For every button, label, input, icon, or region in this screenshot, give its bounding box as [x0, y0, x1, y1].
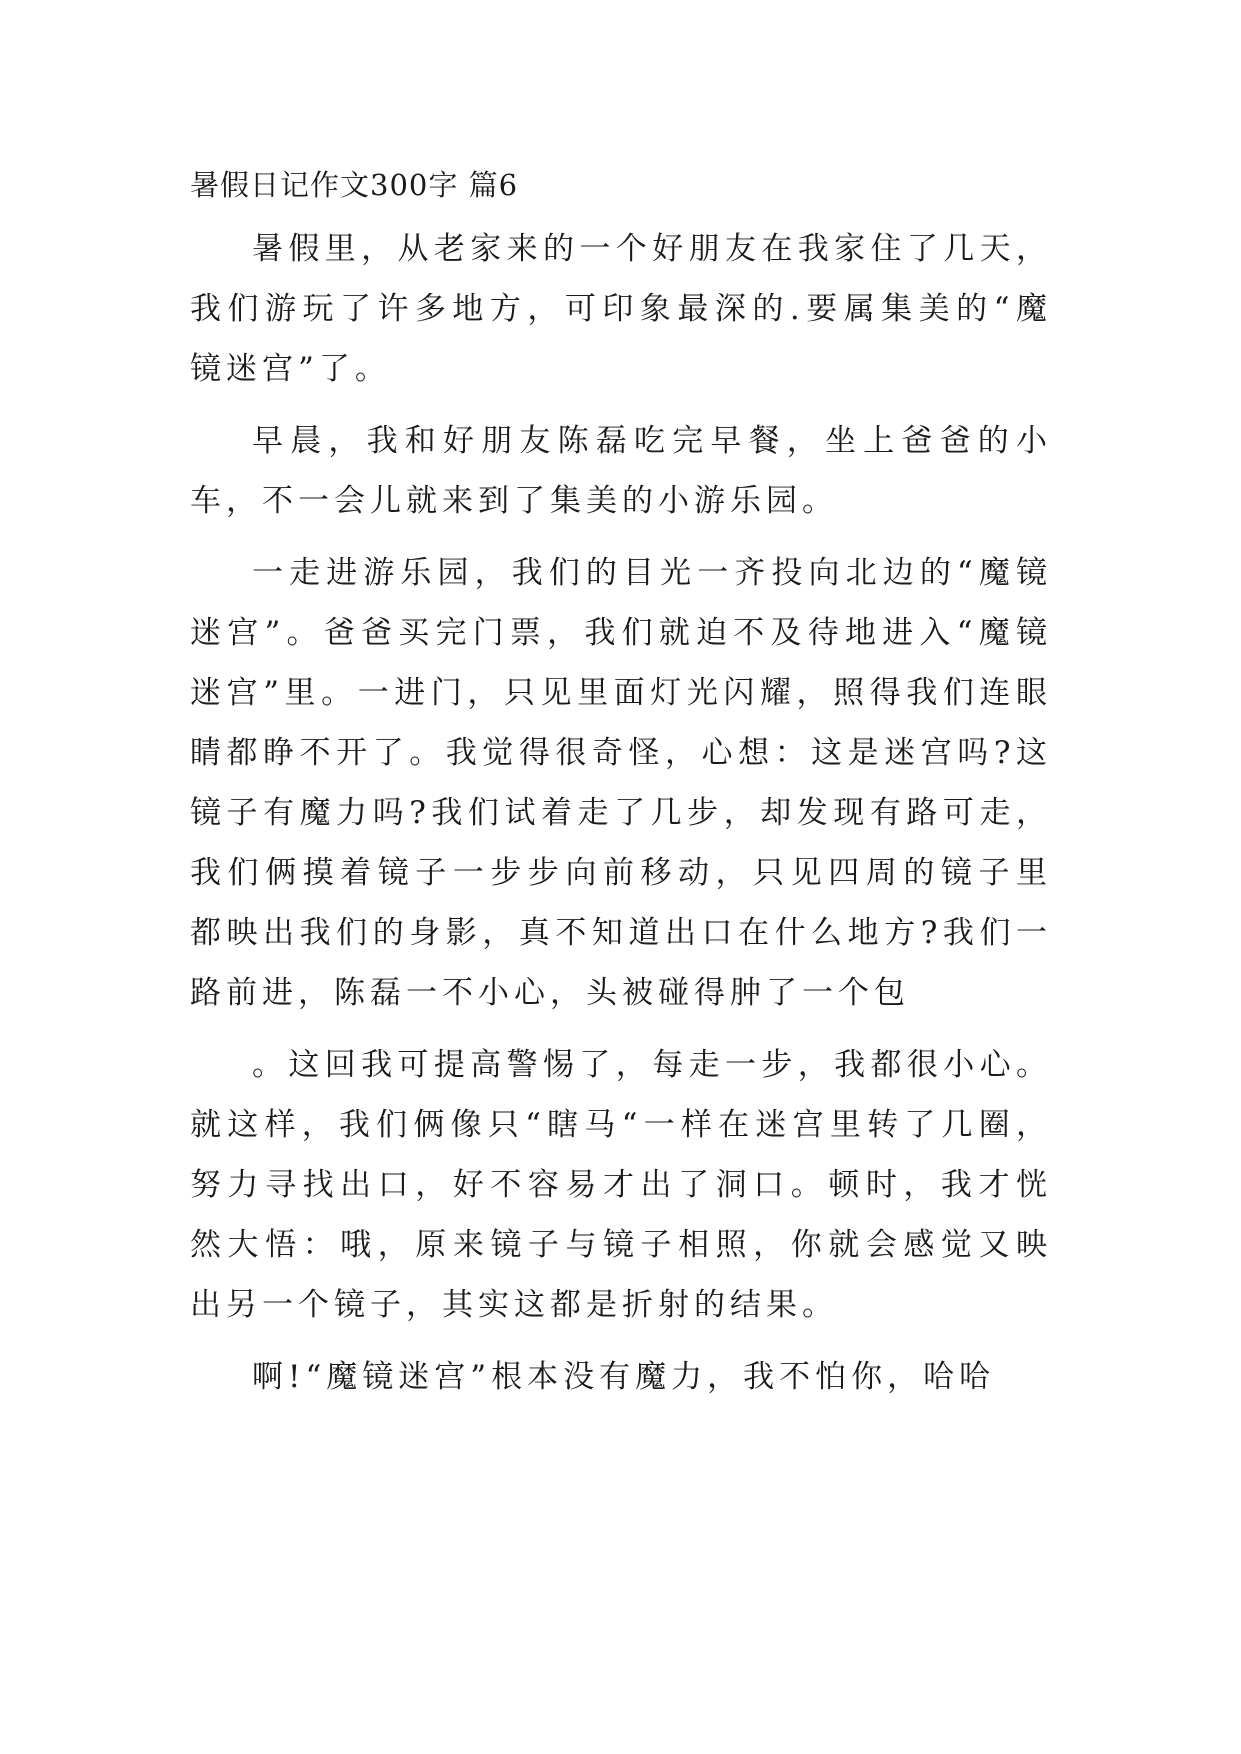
paragraph-4: 。这回我可提高警惕了，每走一步，我都很小心。就这样，我们俩像只“瞎马“一样在迷宫里转了几圈，努力寻找出口，好不容易才出了洞口。顿时，我才恍然大悟：哦，原来镜子与镜子相照，你就会感觉又映出另一个镜子，其实这都是折射的结果。 — [190, 1047, 1052, 1323]
document-title: 暑假日记作文300字 篇6 — [190, 168, 519, 202]
paragraph-5: 啊!“魔镜迷宫”根本没有魔力，我不怕你，哈哈 — [252, 1359, 996, 1395]
document-body — [190, 163, 1052, 1419]
paragraph-3: 一走进游乐园，我们的目光一齐投向北边的“魔镜迷宫”。爸爸买完门票，我们就迫不及待地进入“魔镜迷宫”里。一进门，只见里面灯光闪耀，照得我们连眼睛都睁不开了。我觉得很奇怪，心想：这是迷宫吗?这镜子有魔力吗?我们试着走了几步，却发现有路可走，我们俩摸着镜子一步步向前移动，只见四周的镜子里都映出我们的身影，真不知道出口在什么地方?我们一路前进，陈磊一不小心，头被碰得肿了一个包 — [190, 555, 1052, 1011]
paragraph-2: 早晨，我和好朋友陈磊吃完早餐，坐上爸爸的小车，不一会儿就来到了集美的小游乐园。 — [190, 423, 1052, 519]
paragraph-1: 暑假里，从老家来的一个好朋友在我家住了几天，我们游玩了许多地方，可印象最深的.要属集美的“魔镜迷宫”了。 — [190, 231, 1052, 387]
